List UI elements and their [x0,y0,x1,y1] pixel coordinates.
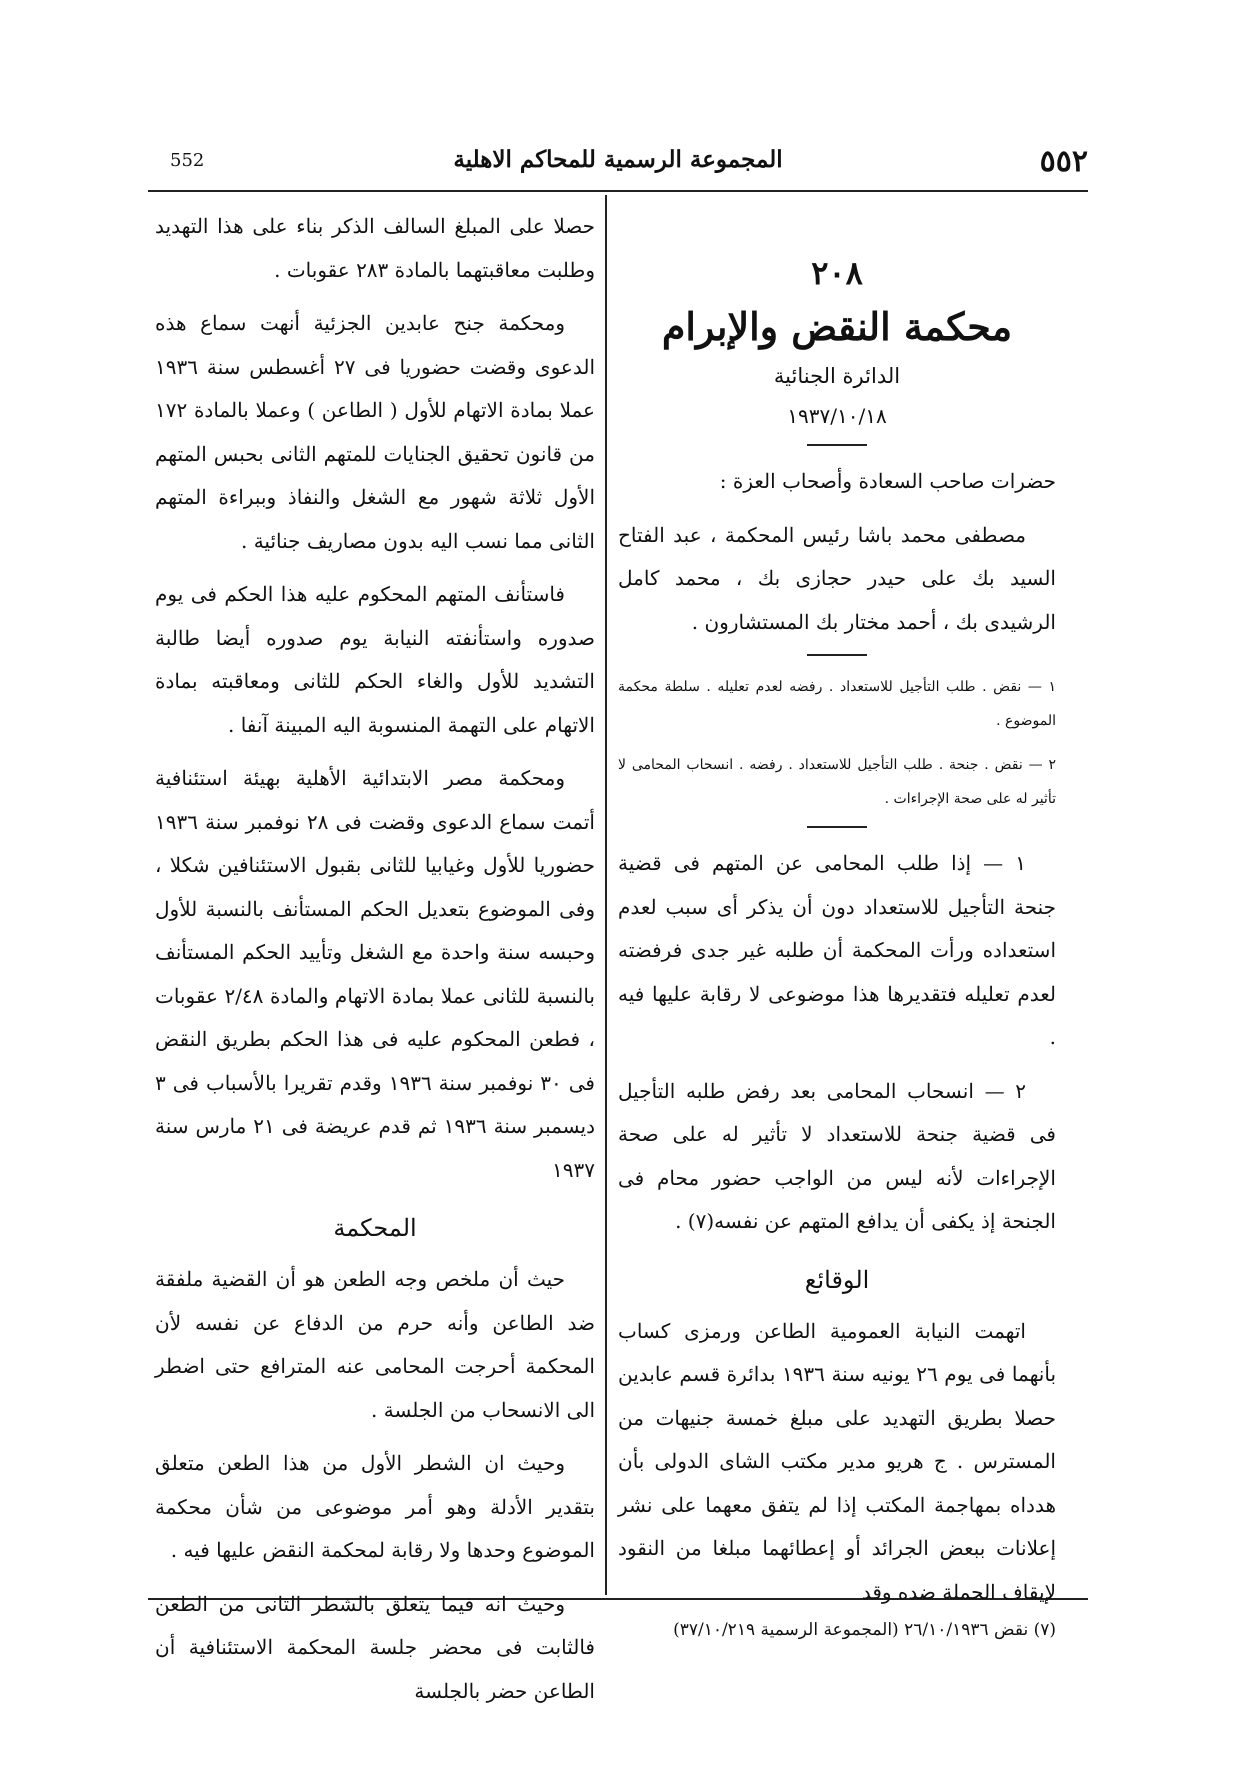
divider [807,654,867,656]
court-section-title: المحكمة [333,1214,417,1242]
page-header [148,138,1088,188]
right-column [618,248,1056,1624]
headnote: ٢ — نقض . جنحة . طلب التأجيل للاستعداد . رفضه . انسحاب المحامى لا تأثير له على صحة الإجراءات . [618,757,1056,807]
court-circuit: الدائرة الجنائية [773,364,901,388]
paragraph: حصلا على المبلغ السالف الذكر بناء على هذا التهديد وطلبت معاقبتهما بالمادة ٢٨٣ عقوبات . [155,214,595,282]
header-rule [148,190,1088,192]
headnote: ١ — نقض . طلب التأجيل للاستعداد . رفضه لعدم تعليله . سلطة محكمة الموضوع . [618,679,1056,729]
reasoning-paragraph: حيث أن ملخص وجه الطعن هو أن القضية ملفقة ضد الطاعن وأنه حرم من الدفاع عن نفسه لأن المحكمة أحرجت المحامى عنه المترافع حتى اضطر الى الانسحاب من الجلسة . [155,1267,595,1422]
facts-title: الوقائع [804,1265,870,1294]
paragraph: ومحكمة جنح عابدين الجزئية أنهت سماع هذه الدعوى وقضت حضوريا فى ٢٧ أغسطس سنة ١٩٣٦ عملا بمادة الاتهام للأول ( الطاعن ) وعملا بالمادة ١٧٢ من قانون تحقيق الجنايات للمتهم الثانى بحبس المتهم الأول ثلاثة شهور مع الشغل والنفاذ وببراءة المتهم الثانى مما نسب اليه بدون مصاريف جنائية . [155,311,595,553]
paragraph: ومحكمة مصر الابتدائية الأهلية بهيئة استئنافية أتمت سماع الدعوى وقضت فى ٢٨ نوفمبر سنة ١٩٣٦ حضوريا للأول وغيابيا للثانى بقبول الاستئنافين شكلا ، وفى الموضوع بتعديل الحكم المستأنف بالنسبة للأول وحبسه سنة واحدة مع الشغل وتأييد الحكم المستأنف بالنسبة للثانى عملا بمادة الاتهام والمادة ٢/٤٨ عقوبات ، فطعن المحكوم عليه فى هذا الحكم بطريق النقض فى ٣٠ نوفمبر سنة ١٩٣٦ وقدم تقريرا بالأسباب فى ٣ ديسمبر سنة ١٩٣٦ ثم قدم عريضة فى ٢١ مارس سنة ١٩٣٧ [155,766,596,1182]
facts-text: اتهمت النيابة العمومية الطاعن ورمزى كساب بأنهما فى يوم ٢٦ يونيه سنة ١٩٣٦ بدائرة قسم عابدين حصلا بطريق التهديد على مبلغ خمسة جنيهات من المسترس . ج هريو مدير مكتب الشاى الدولى بأن هدداه بمهاجمة المكتب إذا لم يتفق معهما على نشر إعلانات ببعض الجرائد أو إعطائهما مبلغا من النقود لإيقاف الحملة ضده وقد [618,1318,1057,1604]
reasoning-paragraph: وحيث انه فيما يتعلق بالشطر الثانى من الطعن فالثابت فى محضر جلسة المحكمة الاستئنافية أن الطاعن حضر بالجلسة [155,1591,595,1703]
court-name: محكمة النقض والإبرام [661,304,1013,349]
paragraph: فاستأنف المتهم المحكوم عليه هذا الحكم فى يوم صدوره واستأنفته النيابة يوم صدوره أيضا طالبة التشديد للأول والغاء الحكم للثانى ومعاقبته بمادة الاتهام على التهمة المنسوبة اليه المبينة آنفا . [155,582,595,737]
left-column [155,205,595,1723]
footnote: (٧) نقض ٢٦/١٠/١٩٣٦ (المجموعة الرسمية ٣٧/١٠/٢١٩) [673,1620,1056,1640]
principle: ٢ — انسحاب المحامى بعد رفض طلبه التأجيل فى قضية جنحة للاستعداد لا تأثير له على صحة الإجراءات لأنه ليس من الواجب حضور محام فى الجنحة إذ يكفى أن يدافع المتهم عن نفسه(٧) . [618,1078,1056,1233]
judgment-date: ١٩٣٧/١٠/١٨ [787,404,887,428]
divider [807,444,867,446]
reasoning-paragraph: وحيث ان الشطر الأول من هذا الطعن متعلق بتقدير الأدلة وهو أمر موضوعى من شأن محكمة الموضوع وحدها ولا رقابة لمحكمة النقض عليها فيه . [155,1451,595,1562]
page-number-latin: 552 [170,150,205,171]
judges-list: مصطفى محمد باشا رئيس المحكمة ، عبد الفتاح السيد بك على حيدر حجازى بك ، محمد كامل الرشيدى بك ، أحمد مختار بك المستشارون . [618,522,1056,634]
case-number: ٢٠٨ [811,254,863,292]
principle: ١ — إذا طلب المحامى عن المتهم فى قضية جنحة التأجيل للاستعداد دون أن يذكر أى سبب لعدم استعداده ورأت المحكمة أن طلبه غير جدى فرفضته لعدم تعليله فتقديرها هذا موضوعى لا رقابة عليها فيه . [618,851,1056,1049]
column-divider [605,195,607,1595]
presence-intro: حضرات صاحب السعادة وأصحاب العزة : [719,469,1056,493]
running-title: المجموعة الرسمية للمحاكم الاهلية [453,146,783,173]
divider [807,826,867,828]
page-number-arabic: ٥٥٢ [1039,144,1088,179]
